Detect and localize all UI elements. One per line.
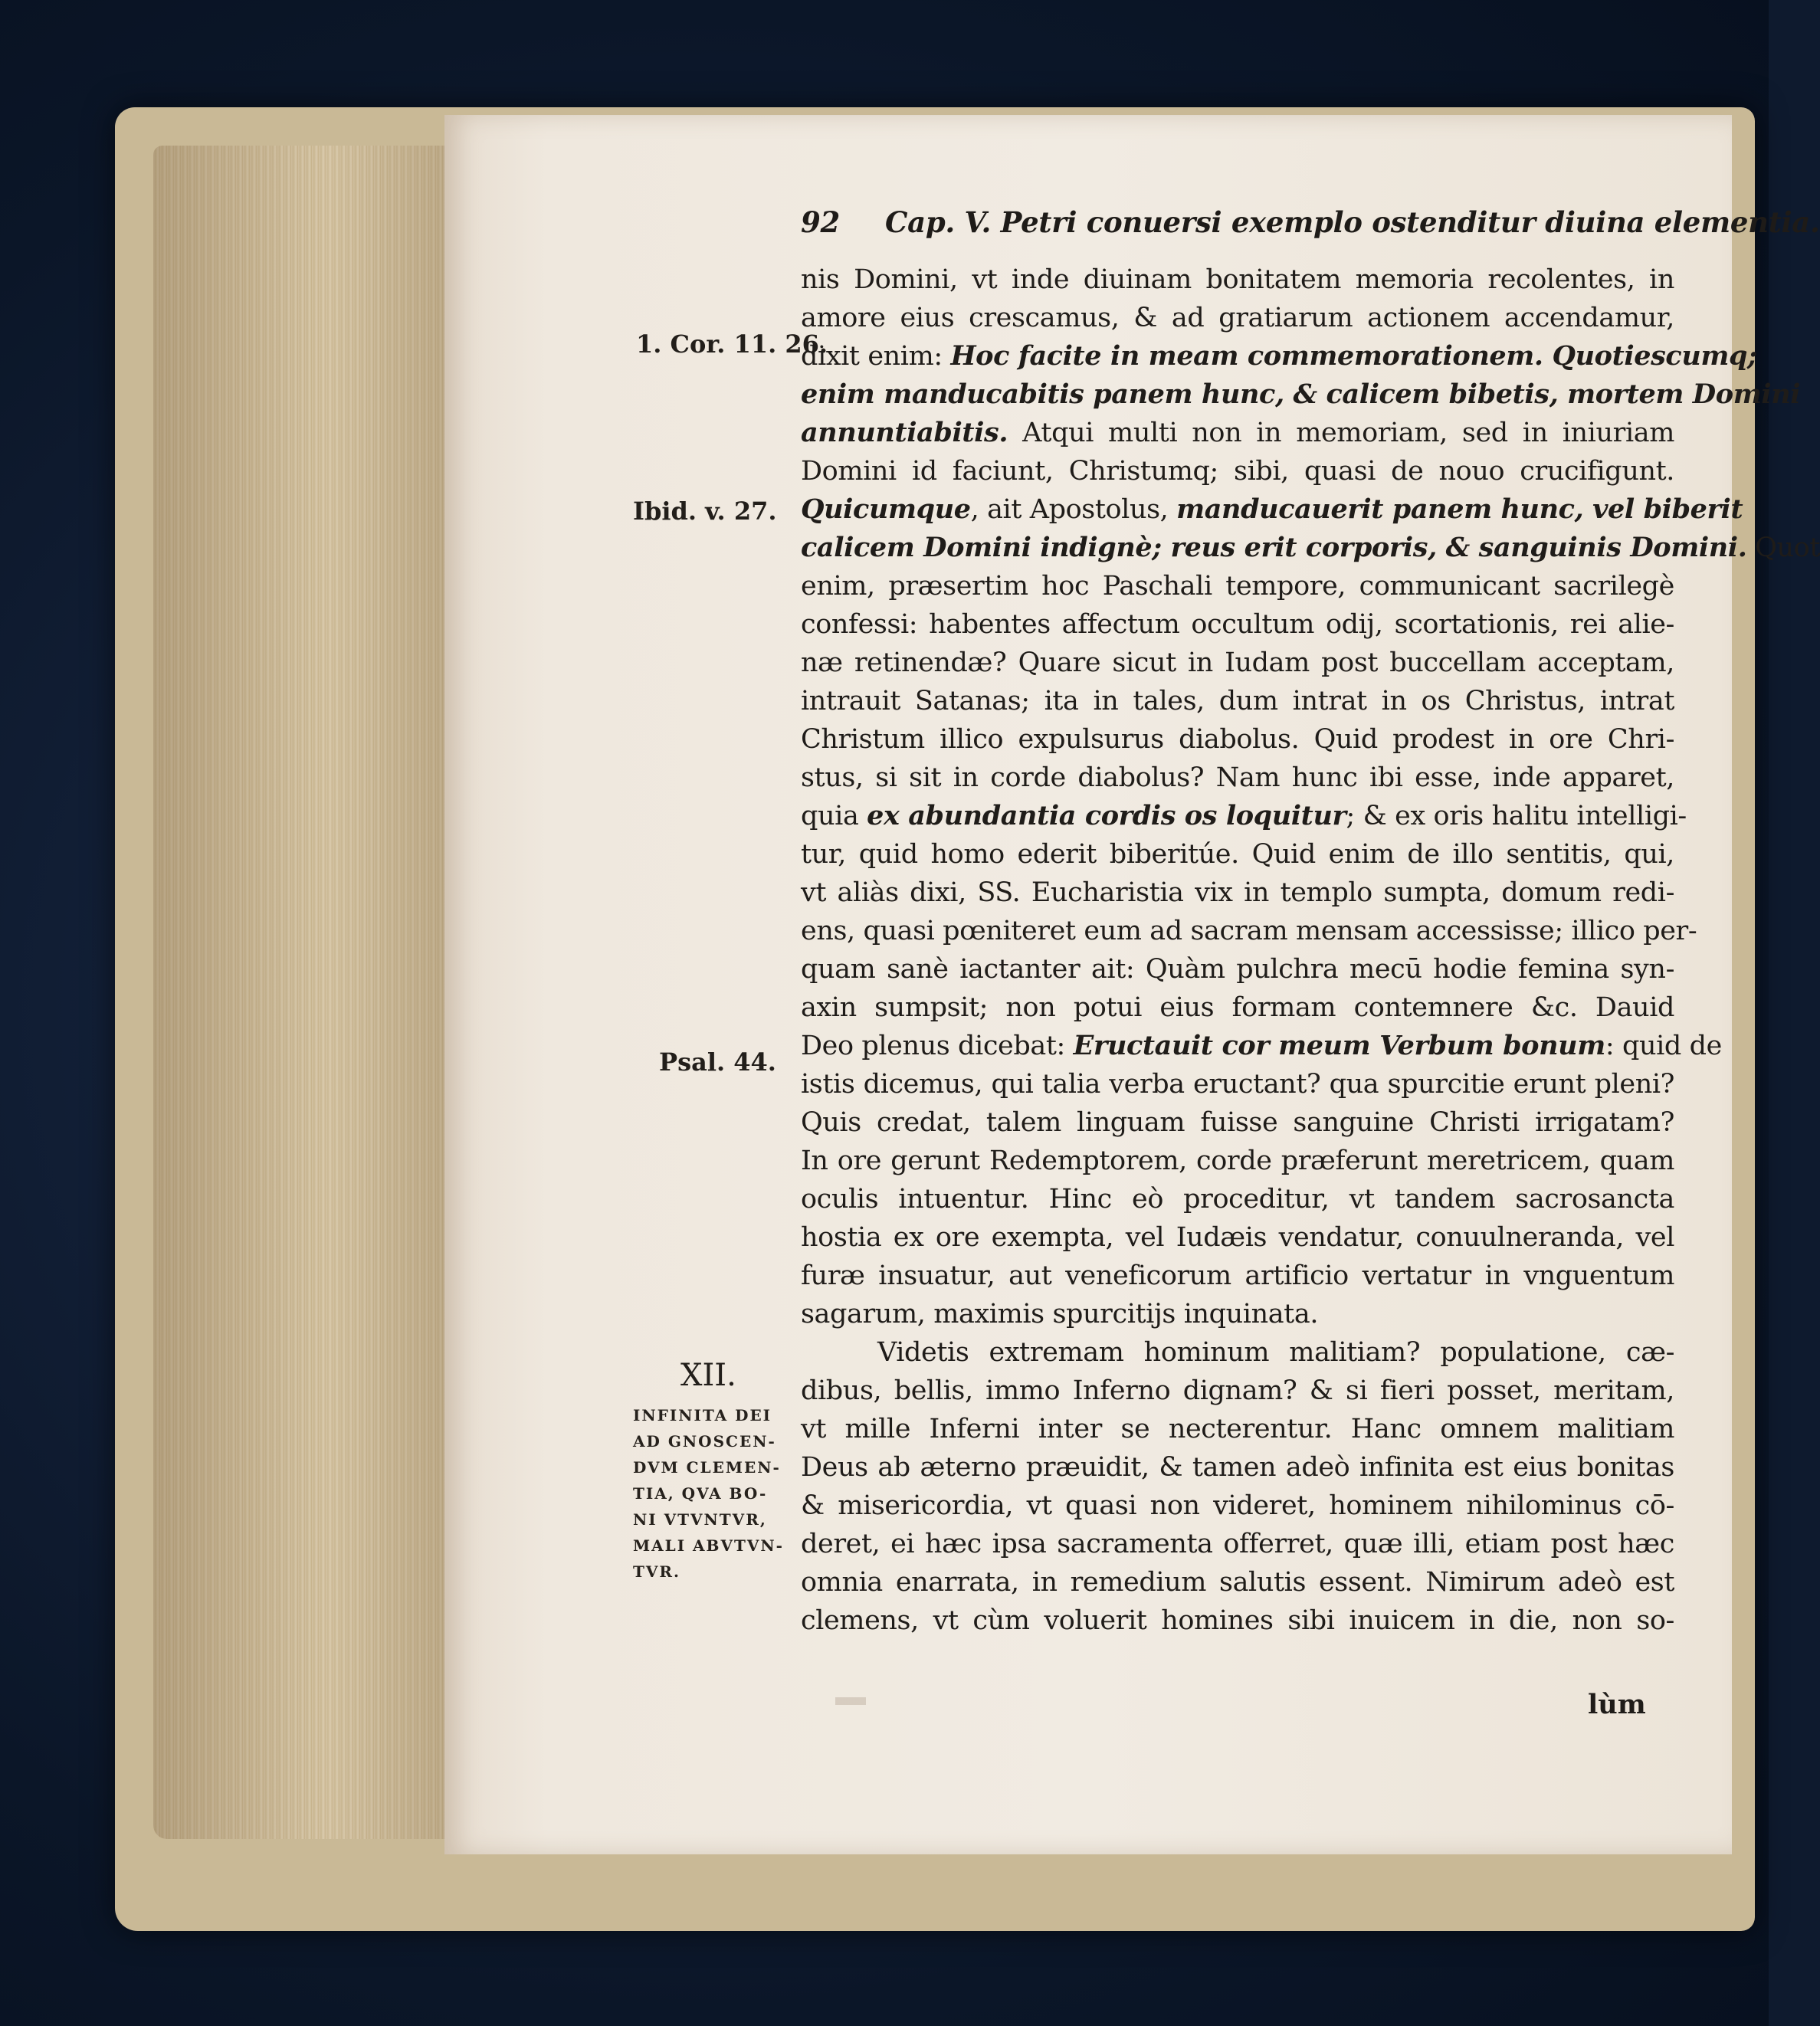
running-head — [801, 205, 1820, 239]
summary-line: TVR. — [633, 1562, 680, 1581]
margin-note-psal: Psal. 44. — [659, 1047, 776, 1077]
text-line: Videtis extremam hominum malitiam? populatione, cæ- — [877, 1337, 1674, 1368]
quotation: ex abundantia cordis os loquitur — [867, 800, 1346, 831]
line-segment: Atqui multi non in memoriam, sed in iniuriam — [1008, 418, 1674, 448]
text-line: Domini id faciunt, Christumq; sibi, quasi de nouo crucifigunt. — [801, 456, 1674, 487]
quotation: calicem Domini indignè; reus erit corporis, & sanguinis Domini. — [801, 532, 1747, 563]
section-number: XII. — [680, 1358, 736, 1393]
text-line — [801, 414, 1674, 452]
text-line: nis Domini, vt inde diuinam bonitatem memoria recolentes, in — [801, 264, 1674, 295]
quotation: annuntiabitis. — [801, 417, 1008, 448]
text-line: quam sanè iactanter ait: Quàm pulchra mecū hodie femina syn- — [801, 954, 1674, 985]
text-line — [801, 375, 1801, 414]
section-summary — [633, 1402, 786, 1585]
text-line: ens, quasi pœniteret eum ad sacram mensam accessisse; illico per- — [801, 916, 1697, 946]
text-line — [801, 797, 1687, 835]
line-segment: Deo plenus dicebat: — [801, 1031, 1074, 1061]
page-number: 92 — [801, 205, 840, 239]
text-line: tur, quid homo ederit biberitúe. Quid enim de illo sentitis, qui, — [801, 839, 1674, 870]
running-head-title: Cap. V. Petri conuersi exemplo ostenditur diuina elementia. — [885, 205, 1820, 239]
line-segment: quia — [801, 801, 867, 831]
text-line: In ore gerunt Redemptorem, corde præferunt meretricem, quam — [801, 1146, 1674, 1176]
text-line: amore eius crescamus, & ad gratiarum actionem accendamur, — [801, 303, 1674, 333]
text-line: intrauit Satanas; ita in tales, dum intrat in os Christus, intrat — [801, 686, 1674, 716]
text-line: omnia enarrata, in remedium salutis essent. Nimirum adeò est — [801, 1567, 1674, 1598]
text-line: Christum illico expulsurus diabolus. Quid prodest in ore Chri- — [801, 724, 1674, 755]
text-line: istis dicemus, qui talia verba eructant? qua spurcitie erunt pleni? — [801, 1069, 1674, 1100]
quotation: enim manducabitis panem hunc, & calicem bibetis, mortem Domini — [801, 379, 1801, 410]
text-line: confessi: habentes affectum occultum odij, scortationis, rei alie- — [801, 609, 1674, 640]
summary-line: MALI ABVTVN- — [633, 1536, 784, 1555]
quotation: manducauerit panem hunc, vel biberit — [1176, 493, 1743, 525]
text-line: deret, ei hæc ipsa sacramenta offerret, quæ illi, etiam post hæc — [801, 1529, 1674, 1559]
text-line — [801, 337, 1757, 375]
text-line — [801, 490, 1743, 529]
text-line: stus, si sit in corde diabolus? Nam hunc ibi esse, inde apparet, — [801, 762, 1674, 793]
quotation: Quicumque — [801, 493, 971, 525]
summary-line: TIA, QVA BO- — [633, 1484, 768, 1503]
margin-note-ibid: Ibid. v. 27. — [633, 497, 777, 526]
line-segment: dixit enim: — [801, 341, 951, 372]
summary-line: NI VTVNTVR, — [633, 1510, 767, 1529]
text-line: enim, præsertim hoc Paschali tempore, communicant sacrilegè — [801, 571, 1674, 602]
page-edges — [153, 146, 444, 1839]
summary-line: INFINITA DEI — [633, 1406, 772, 1424]
text-line: sagarum, maximis spurcitijs inquinata. — [801, 1299, 1319, 1329]
text-line: clemens, vt cùm voluerit homines sibi inuicem in die, non so- — [801, 1605, 1674, 1636]
body-text — [801, 261, 1820, 1640]
text-line: Quis credat, talem linguam fuisse sanguine Christi irrigatam? — [801, 1107, 1674, 1138]
line-segment: , ait Apostolus, — [970, 494, 1177, 525]
page-stain — [835, 1697, 866, 1705]
quotation: Hoc facite in meam commemorationem. Quotiescumq; — [950, 340, 1757, 372]
summary-line: AD GNOSCEN- — [633, 1432, 776, 1451]
summary-line: DVM CLEMEN- — [633, 1458, 781, 1477]
line-segment: ; & ex oris halitu intelligi- — [1346, 801, 1687, 831]
text-line: vt aliàs dixi, SS. Eucharistia vix in templo sumpta, domum redi- — [801, 877, 1674, 908]
margin-note-cor: 1. Cor. 11. 26. — [636, 329, 828, 359]
text-line: axin sumpsit; non potui eius formam contemnere &c. Dauid — [801, 992, 1674, 1023]
text-line: dibus, bellis, immo Inferno dignam? & si fieri posset, meritam, — [801, 1375, 1674, 1406]
text-line: næ retinendæ? Quare sicut in Iudam post buccellam acceptam, — [801, 647, 1674, 678]
text-line: vt mille Inferni inter se necterentur. Hanc omnem malitiam — [801, 1414, 1674, 1444]
line-segment: : quid de — [1605, 1031, 1722, 1061]
text-line: & misericordia, vt quasi non videret, hominem nihilominus cō- — [801, 1490, 1674, 1521]
text-line — [801, 1027, 1722, 1065]
text-line: oculis intuentur. Hinc eò proceditur, vt tandem sacrosancta — [801, 1184, 1674, 1215]
text-line — [801, 529, 1820, 567]
catchword: lùm — [1588, 1689, 1646, 1720]
text-line: hostia ex ore exempta, vel Iudæis vendatur, conuulneranda, vel — [801, 1222, 1674, 1253]
text-line: furæ insuatur, aut veneficorum artificio vertatur in vnguentum — [801, 1261, 1674, 1291]
line-segment: Quot — [1746, 533, 1820, 563]
text-line: Deus ab æterno præuidit, & tamen adeò infinita est eius bonitas — [801, 1452, 1674, 1483]
quotation: Eructauit cor meum Verbum bonum — [1073, 1030, 1605, 1061]
